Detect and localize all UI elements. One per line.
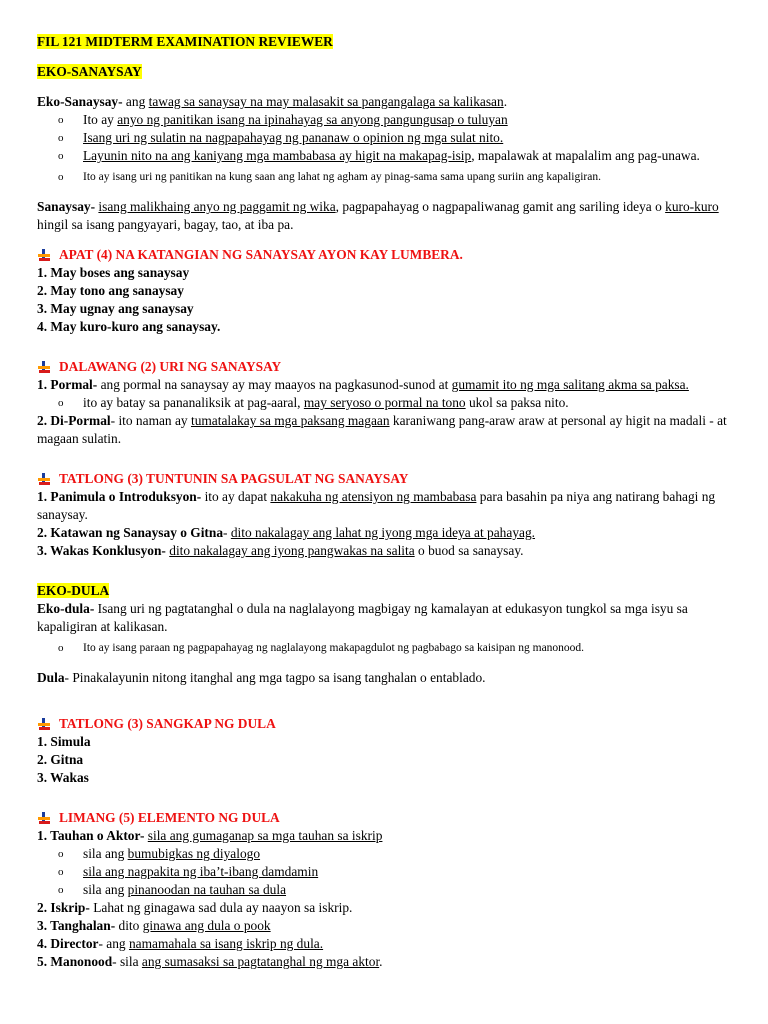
- elemento-item-4: 4. Director- ang namamahala sa isang iskrip ng dula.: [37, 936, 324, 951]
- elemento-item-5: 5. Manonood- sila ang sumasaksi sa pagtatanghal ng mga aktor.: [37, 954, 383, 969]
- di-pormal-definition: 2. Di-Pormal- ito naman ay tumatalakay sa mga paksang magaan karaniwang pang-araw araw at personal ay higit na madali - at magaan sulatin.: [37, 413, 727, 446]
- cross-bullet-icon: [37, 812, 51, 825]
- list-item: 3. Wakas: [37, 770, 89, 785]
- list-item: o Ito ay anyo ng panitikan isang na ipinahayag sa anyong pangungusap o tuluyan: [37, 111, 728, 129]
- list-item: o sila ang nagpakita ng iba’t-ibang damdamin: [37, 863, 728, 881]
- section-eko-sanaysay-heading: EKO-SANAYSAY: [37, 64, 142, 79]
- section-tuntunin-heading: TATLONG (3) TUNTUNIN SA PAGSULAT NG SANAYSAY: [37, 470, 728, 488]
- eko-dula-definition: Eko-dula- Isang uri ng pagtatanghal o dula na naglalayong magbigay ng kamalayan at edukasyon tungkol sa mga isyu sa kapaligiran at kalikasan.: [37, 601, 688, 634]
- doc-title: [37, 33, 728, 51]
- section-elemento-heading: LIMANG (5) ELEMENTO NG DULA: [37, 809, 728, 827]
- list-item: 1. May boses ang sanaysay: [37, 265, 190, 280]
- pormal-definition: 1. Pormal- ang pormal na sanaysay ay may maayos na pagkasunod-sunod at gumamit ito ng mga salitang akma sa paksa.: [37, 377, 689, 392]
- elemento-item-2: 2. Iskrip- Lahat ng ginagawa sad dula ay naayon sa iskrip.: [37, 900, 353, 915]
- list-item: o ito ay batay sa pananaliksik at pag-aaral, may seryoso o pormal na tono ukol sa paksa nito.: [37, 394, 728, 412]
- sanaysay-definition: Sanaysay- isang malikhaing anyo ng paggamit ng wika, pagpapahayag o nagpapaliwanag gamit ang sariling ideya o kuro-kuro hingil sa isang pangyayari, bagay, tao, at iba pa.: [37, 199, 719, 232]
- list-item: o Ito ay isang paraan ng pagpapahayag ng naglalayong makapagdulot ng pagbabago sa kaisipan ng manonood.: [37, 639, 728, 657]
- section-apat-heading: APAT (4) NA KATANGIAN NG SANAYSAY AYON KAY LUMBERA.: [37, 246, 728, 264]
- section-eko-dula-heading: EKO-DULA: [37, 583, 110, 598]
- list-item: o sila ang pinanoodan na tauhan sa dula: [37, 881, 728, 899]
- cross-bullet-icon: [37, 473, 51, 486]
- eko-sanaysay-definition: Eko-Sanaysay- ang tawag sa sanaysay na may malasakit sa pangangalaga sa kalikasan.: [37, 94, 508, 109]
- cross-bullet-icon: [37, 249, 51, 262]
- elemento-item-1: 1. Tauhan o Aktor- sila ang gumaganap sa mga tauhan sa iskrip: [37, 828, 383, 843]
- tuntunin-item-1: 1. Panimula o Introduksyon- ito ay dapat nakakuha ng atensiyon ng mambabasa para basahin pa niya ang natirang bahagi ng sanaysay.: [37, 489, 716, 522]
- list-item: 1. Simula: [37, 734, 91, 749]
- list-item: o Ito ay isang uri ng panitikan na kung saan ang lahat ng agham ay pinag-sama sama upang suriin ang kapaligiran.: [37, 168, 728, 186]
- list-item: 3. May ugnay ang sanaysay: [37, 301, 194, 316]
- section-sangkap-heading: TATLONG (3) SANGKAP NG DULA: [37, 715, 728, 733]
- list-item: o sila ang bumubigkas ng diyalogo: [37, 845, 728, 863]
- list-item: 4. May kuro-kuro ang sanaysay.: [37, 319, 221, 334]
- tuntunin-item-3: 3. Wakas Konklusyon- dito nakalagay ang iyong pangwakas na salita o buod sa sanaysay.: [37, 543, 524, 558]
- list-item: o Layunin nito na ang kaniyang mga mambabasa ay higit na makapag-isip, mapalawak at mapalalim ang pag-unawa.: [37, 147, 728, 165]
- list-item: o Isang uri ng sulatin na nagpapahayag ng pananaw o opinion ng mga sulat nito.: [37, 129, 728, 147]
- elemento-item-3: 3. Tanghalan- dito ginawa ang dula o pook: [37, 918, 271, 933]
- section-dalawang-heading: DALAWANG (2) URI NG SANAYSAY: [37, 358, 728, 376]
- list-item: 2. May tono ang sanaysay: [37, 283, 184, 298]
- dula-definition: Dula- Pinakalayunin nitong itanghal ang mga tagpo sa isang tanghalan o entablado.: [37, 670, 486, 685]
- cross-bullet-icon: [37, 718, 51, 731]
- list-item: 2. Gitna: [37, 752, 84, 767]
- tuntunin-item-2: 2. Katawan ng Sanaysay o Gitna- dito nakalagay ang lahat ng iyong mga ideya at pahayag.: [37, 525, 536, 540]
- cross-bullet-icon: [37, 361, 51, 374]
- doc-title-text: FIL 121 MIDTERM EXAMINATION REVIEWER: [37, 34, 333, 49]
